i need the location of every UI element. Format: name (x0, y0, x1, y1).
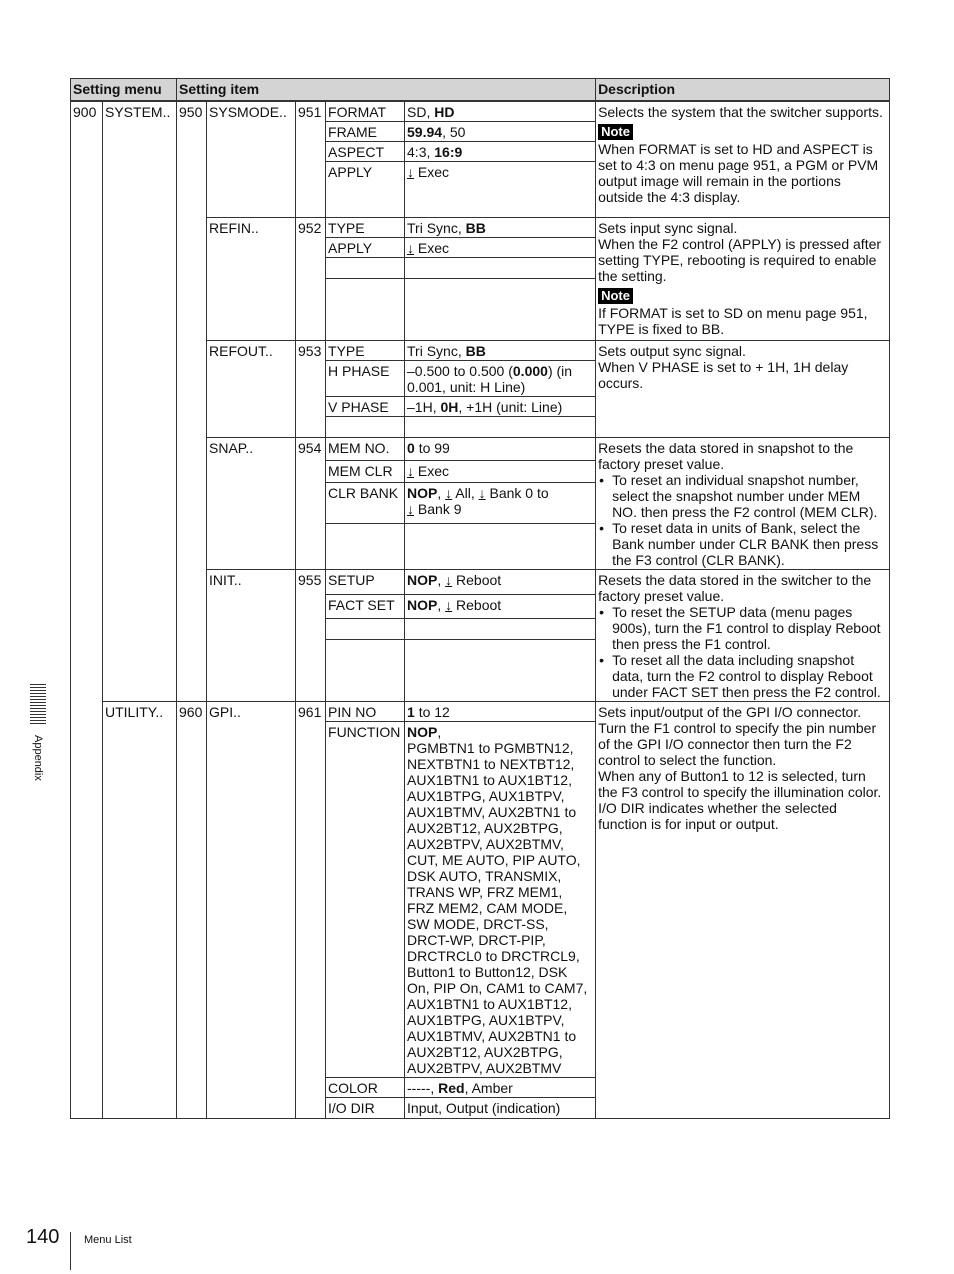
item-value: 1 to 12 (405, 702, 596, 722)
empty-cell (405, 524, 596, 570)
item-value: NOP, ↓ All, ↓ Bank 0 to ↓ Bank 9 (405, 483, 596, 524)
menu-number: 900 (71, 101, 103, 1119)
submenu-name: REFOUT.. (207, 341, 296, 438)
empty-cell (326, 417, 405, 438)
footer-section-title: Menu List (84, 1234, 132, 1246)
empty-cell (326, 524, 405, 570)
section-tab-marker (30, 684, 46, 724)
item-value: Tri Sync, BB (405, 341, 596, 361)
down-arrow-icon: ↓ (478, 485, 486, 502)
note-text: If FORMAT is set to SD on menu page 951, TYPE is fixed to BB. (598, 305, 868, 337)
empty-cell (326, 279, 405, 341)
description-text: Sets output sync signal. When V PHASE is set to + 1H, 1H delay occurs. (598, 343, 849, 391)
submenu-name: SYSMODE.. (207, 101, 296, 218)
page-number-cell: 953 (296, 341, 326, 438)
header-setting-menu: Setting menu (71, 79, 177, 102)
submenu-number: 950 (177, 101, 207, 702)
item-value: 59.94, 50 (405, 122, 596, 142)
page-number-cell: 951 (296, 101, 326, 218)
description-text: Sets input sync signal. When the F2 control (APPLY) is pressed after setting TYPE, rebooting is required to enable the setting. (598, 220, 882, 284)
empty-cell (405, 279, 596, 341)
item-name: V PHASE (326, 397, 405, 417)
note-badge: Note (598, 288, 633, 304)
item-name: TYPE (326, 341, 405, 361)
item-value: ↓ Exec (405, 162, 596, 218)
page-number-cell: 952 (296, 218, 326, 341)
header-description: Description (596, 79, 890, 102)
submenu-name: GPI.. (207, 702, 296, 1119)
down-arrow-icon: ↓ (407, 240, 415, 256)
item-name: TYPE (326, 218, 405, 238)
table-row (71, 702, 890, 722)
item-name: ASPECT (326, 142, 405, 162)
item-value: Input, Output (indication) (405, 1098, 596, 1119)
item-name: SETUP (326, 570, 405, 595)
item-name: APPLY (326, 162, 405, 218)
down-arrow-icon: ↓ (445, 572, 453, 588)
description-cell (596, 341, 890, 438)
empty-cell (405, 258, 596, 279)
item-name: FUNCTION (326, 722, 405, 1078)
item-name: H PHASE (326, 361, 405, 397)
submenu-name: SNAP.. (207, 438, 296, 570)
page-number-cell: 961 (296, 702, 326, 1119)
empty-cell (405, 619, 596, 640)
down-arrow-icon: ↓ (407, 462, 415, 479)
header-setting-item: Setting item (177, 79, 596, 102)
item-value: ↓ Exec (405, 460, 596, 483)
item-value: NOP, PGMBTN1 to PGMBTN12, NEXTBTN1 to NEXTBT12, AUX1BTN1 to AUX1BT12, AUX1BTPG, AUX1BTPV, AUX1BTMV, AUX2BTN1 to AUX2BT12, AUX2BTPG, AUX2BTPV, AUX2BTMV, CUT, ME AUTO, PIP AUTO, DSK AUTO, TRANSMIX, TRANS WP, FRZ MEM1, FRZ MEM2, CAM MODE, SW MODE, DRCT-SS, DRCT-WP, DRCT-PIP, DRCTRCL0 to DRCTRCL9, Button1 to Button12, DSK On, PIP On, CAM1 to CAM7, AUX1BTN1 to AUX1BT12, AUX1BTPG, AUX1BTPV, AUX1BTMV, AUX2BTN1 to AUX2BT12, AUX2BTPG, AUX2BTPV, AUX2BTMV (405, 722, 596, 1078)
submenu-number: 960 (177, 702, 207, 1119)
item-name: CLR BANK (326, 483, 405, 524)
submenu-name: REFIN.. (207, 218, 296, 341)
menu-name: UTILITY.. (103, 702, 177, 1119)
description-cell (596, 702, 890, 1119)
empty-cell (405, 640, 596, 702)
empty-cell (326, 619, 405, 640)
item-value: ↓ Exec (405, 238, 596, 258)
item-value: NOP, ↓ Reboot (405, 594, 596, 619)
empty-cell (405, 417, 596, 438)
page-number: 140 (26, 1226, 60, 1248)
empty-cell (326, 258, 405, 279)
description-text: Selects the system that the switcher supports. (598, 104, 883, 120)
empty-cell (326, 640, 405, 702)
menu-table (70, 78, 890, 1119)
item-name: I/O DIR (326, 1098, 405, 1119)
description-text: Resets the data stored in snapshot to the factory preset value. (598, 440, 854, 472)
footer-divider (70, 1232, 71, 1270)
item-value: –0.500 to 0.500 (0.000) (in 0.001, unit: H Line) (405, 361, 596, 397)
item-value: Tri Sync, BB (405, 218, 596, 238)
page-number-cell: 954 (296, 438, 326, 570)
list-item: • To reset an individual snapshot number, select the snapshot number under MEM NO. then press the F2 control (MEM CLR). (612, 472, 887, 520)
section-tab-label: Appendix (32, 735, 44, 781)
item-name: PIN NO (326, 702, 405, 722)
description-cell (596, 218, 890, 341)
description-text: Sets input/output of the GPI I/O connector. Turn the F1 control to specify the pin number of the GPI I/O connector then turn the F2 control to select the function. When any of Button1 to 12 is selected, turn the F3 control to specify the illumination color. I/O DIR indicates whether the selected function is for input or output. (598, 704, 882, 832)
item-value: SD, HD (405, 101, 596, 122)
item-name: COLOR (326, 1078, 405, 1098)
table-row (71, 101, 890, 122)
item-value: -----, Red, Amber (405, 1078, 596, 1098)
item-value: –1H, 0H, +1H (unit: Line) (405, 397, 596, 417)
item-name: APPLY (326, 238, 405, 258)
description-text: Resets the data stored in the switcher to the factory preset value. (598, 572, 872, 604)
down-arrow-icon: ↓ (445, 596, 453, 613)
header-row (71, 79, 890, 102)
item-name: FACT SET (326, 594, 405, 619)
item-name: FORMAT (326, 101, 405, 122)
down-arrow-icon: ↓ (407, 501, 415, 518)
description-list (598, 472, 887, 568)
note-text: When FORMAT is set to HD and ASPECT is set to 4:3 on menu page 951, a PGM or PVM output image will remain in the portions outside the 4:3 display. (598, 141, 879, 205)
list-item: • To reset data in units of Bank, select the Bank number under CLR BANK then press the F3 control (CLR BANK). (612, 520, 887, 568)
item-name: FRAME (326, 122, 405, 142)
description-cell (596, 101, 890, 218)
description-list (598, 604, 887, 700)
list-item: • To reset the SETUP data (menu pages 900s), turn the F1 control to display Reboot then press the F1 control. (612, 604, 887, 652)
menu-name: SYSTEM.. (103, 101, 177, 702)
note-badge: Note (598, 124, 633, 140)
item-name: MEM NO. (326, 438, 405, 461)
submenu-name: INIT.. (207, 570, 296, 702)
page-number-cell: 955 (296, 570, 326, 702)
item-name: MEM CLR (326, 460, 405, 483)
down-arrow-icon: ↓ (407, 164, 415, 180)
item-value: 0 to 99 (405, 438, 596, 461)
description-cell (596, 438, 890, 570)
item-value: NOP, ↓ Reboot (405, 570, 596, 595)
list-item: • To reset all the data including snapshot data, turn the F2 control to display Reboot under FACT SET then press the F2 control. (612, 652, 887, 700)
item-value: 4:3, 16:9 (405, 142, 596, 162)
down-arrow-icon: ↓ (445, 485, 453, 502)
description-cell (596, 570, 890, 702)
